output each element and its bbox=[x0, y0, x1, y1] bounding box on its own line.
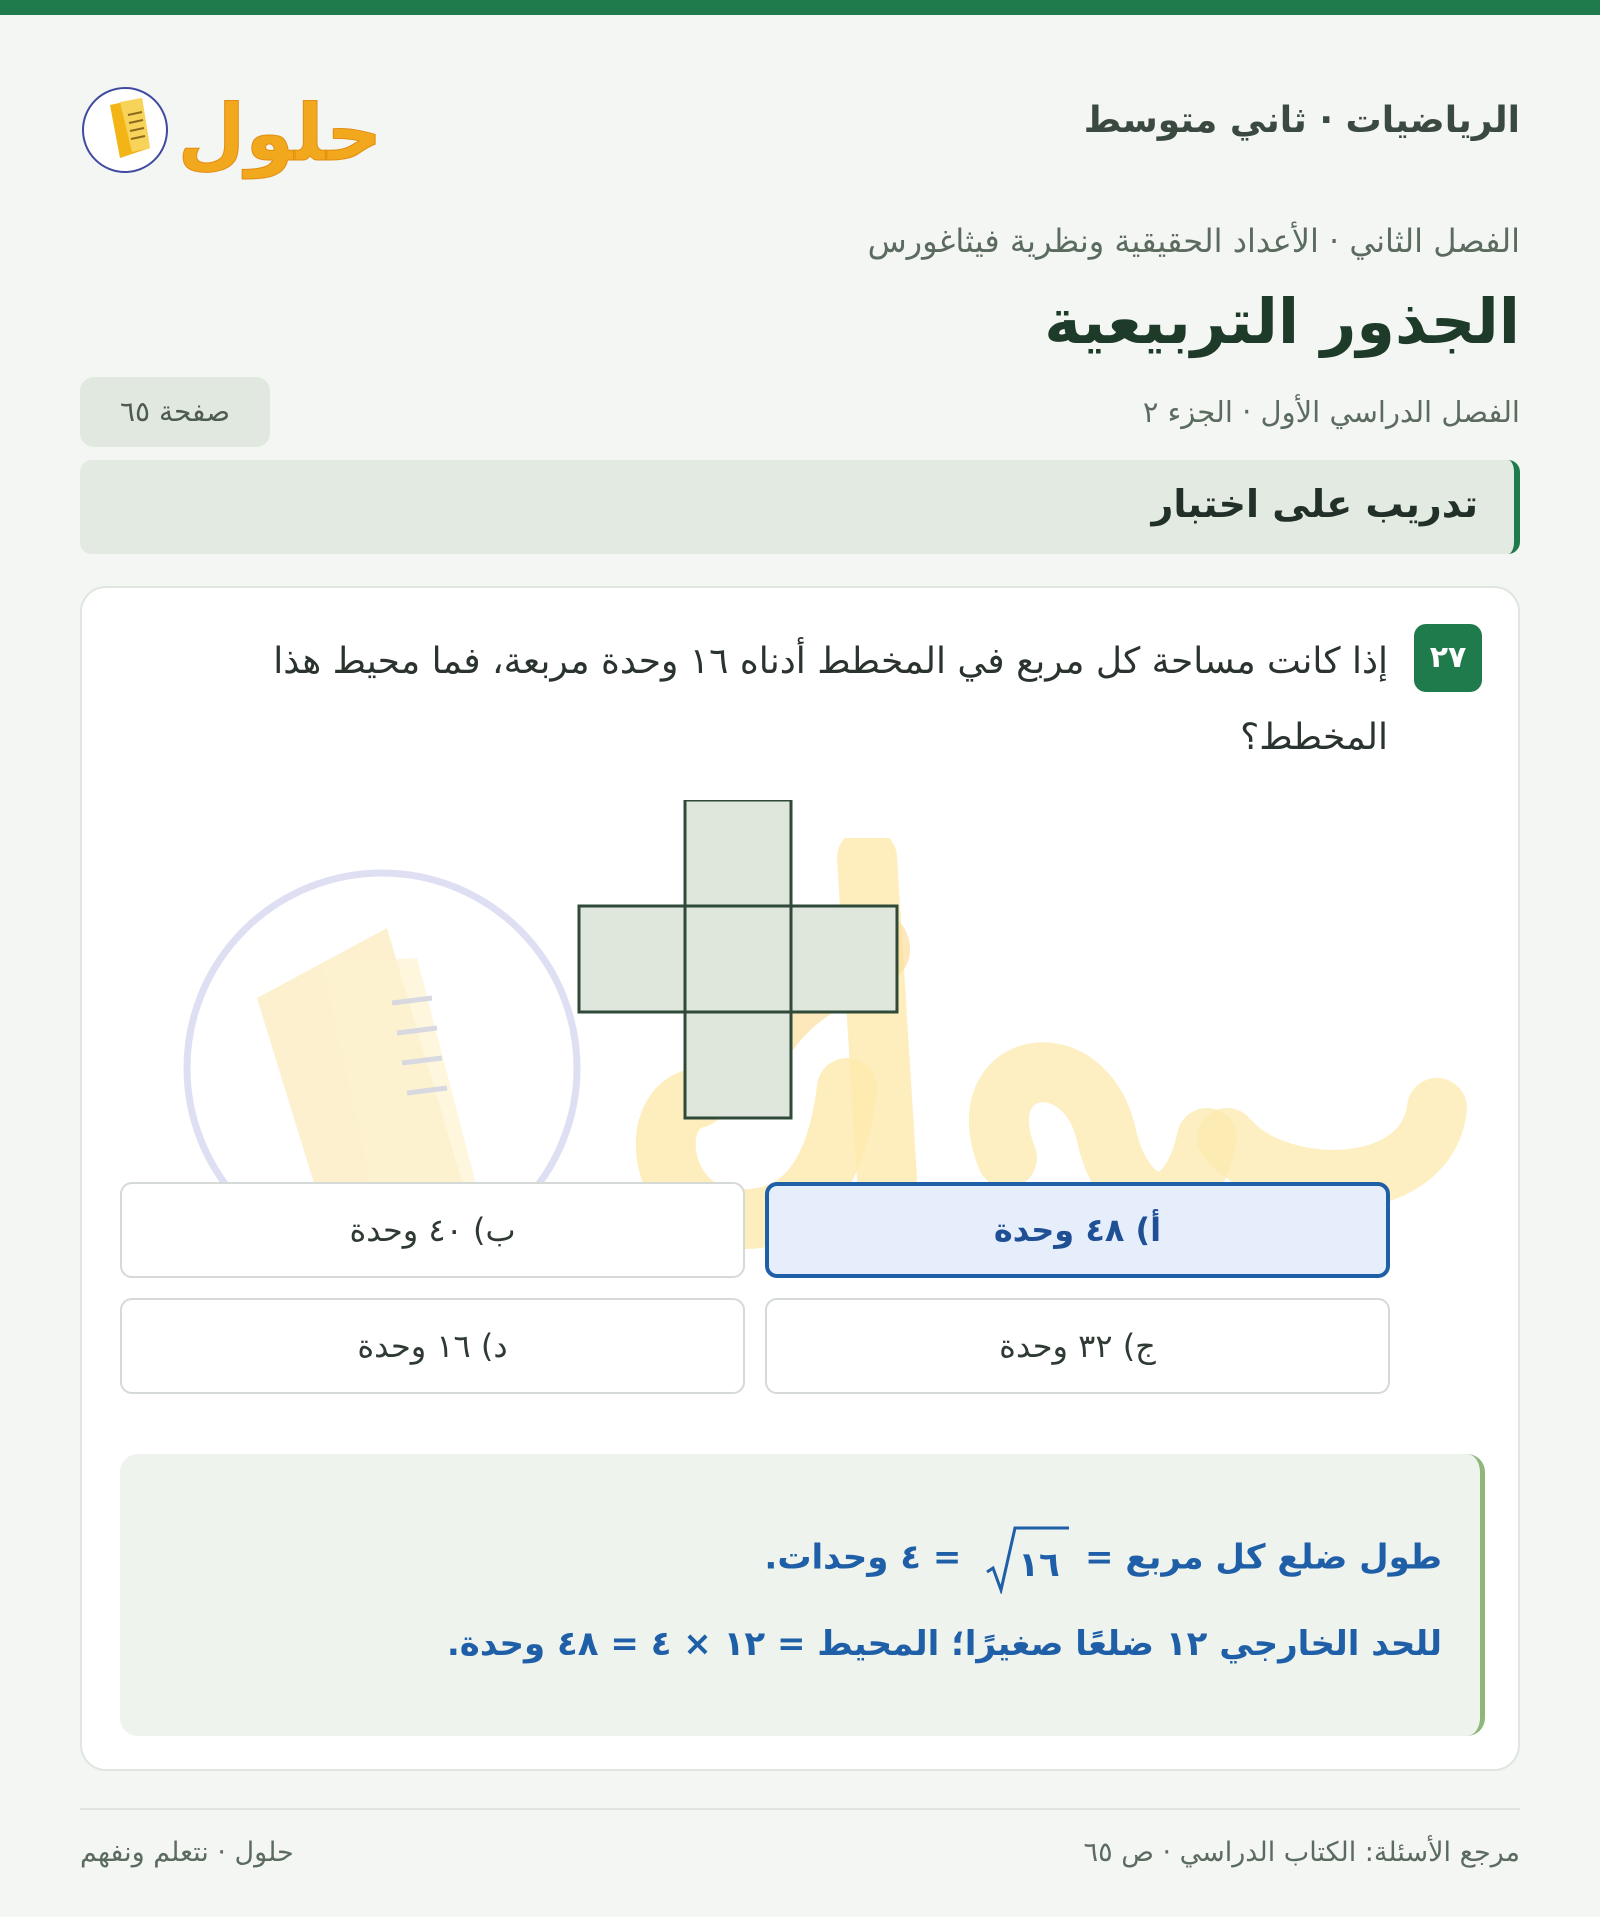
lesson-title: الجذور التربيعية bbox=[1044, 285, 1520, 358]
option-b[interactable]: ب) ٤٠ وحدة bbox=[120, 1182, 745, 1278]
option-a[interactable]: أ) ٤٨ وحدة bbox=[765, 1182, 1390, 1278]
solution-side-result: = ٤ وحدات. bbox=[764, 1537, 974, 1578]
square-root-expression bbox=[973, 1524, 1073, 1594]
page-badge: صفحة ٦٥ bbox=[80, 377, 270, 447]
figure-square-bottom bbox=[685, 1012, 791, 1118]
figure-square-top bbox=[685, 800, 791, 906]
question-text: إذا كانت مساحة كل مربع في المخطط أدناه ١٦ وحدة مربعة، فما محيط هذا المخطط؟ bbox=[273, 641, 1388, 758]
footer-reference: مرجع الأسئلة: الكتاب الدراسي · ص ٦٥ bbox=[1083, 1837, 1520, 1868]
solution-line-2: للحد الخارجي ١٢ ضلعًا صغيرًا؛ المحيط = ١٢ × ٤ = ٤٨ وحدة. bbox=[446, 1624, 1442, 1664]
logo-wordmark: حلول bbox=[177, 89, 380, 179]
figure-square-right bbox=[791, 906, 897, 1012]
hulul-logo[interactable] bbox=[80, 60, 380, 190]
section-title: تدريب على اختبار bbox=[1151, 482, 1478, 526]
section-header bbox=[80, 460, 1520, 554]
figure-square-left bbox=[579, 906, 685, 1012]
page-header bbox=[80, 60, 1520, 190]
option-d[interactable]: د) ١٦ وحدة bbox=[120, 1298, 745, 1394]
term-label: الفصل الدراسي الأول · الجزء ٢ bbox=[1142, 395, 1520, 429]
cross-figure bbox=[577, 800, 907, 1130]
solution-line-1 bbox=[764, 1524, 1442, 1594]
subject-title: الرياضيات · ثاني متوسط bbox=[1083, 100, 1520, 141]
footer-divider bbox=[80, 1808, 1520, 1810]
footer-brand: حلول · نتعلم ونفهم bbox=[80, 1837, 294, 1868]
top-accent-bar bbox=[0, 0, 1600, 15]
figure-square-center bbox=[685, 906, 791, 1012]
square-root-radicand: ١٦ bbox=[1018, 1545, 1060, 1585]
solution-side-label: طول ضلع كل مربع = bbox=[1073, 1537, 1442, 1578]
question-number: ٢٧ bbox=[1414, 624, 1482, 692]
square-root-icon bbox=[973, 1524, 1073, 1594]
logo-icon bbox=[80, 60, 380, 190]
option-c[interactable]: ج) ٣٢ وحدة bbox=[765, 1298, 1390, 1394]
question-card bbox=[80, 586, 1520, 1771]
solution-box bbox=[120, 1454, 1485, 1736]
unit-title: الفصل الثاني · الأعداد الحقيقية ونظرية فيثاغورس bbox=[867, 222, 1520, 260]
